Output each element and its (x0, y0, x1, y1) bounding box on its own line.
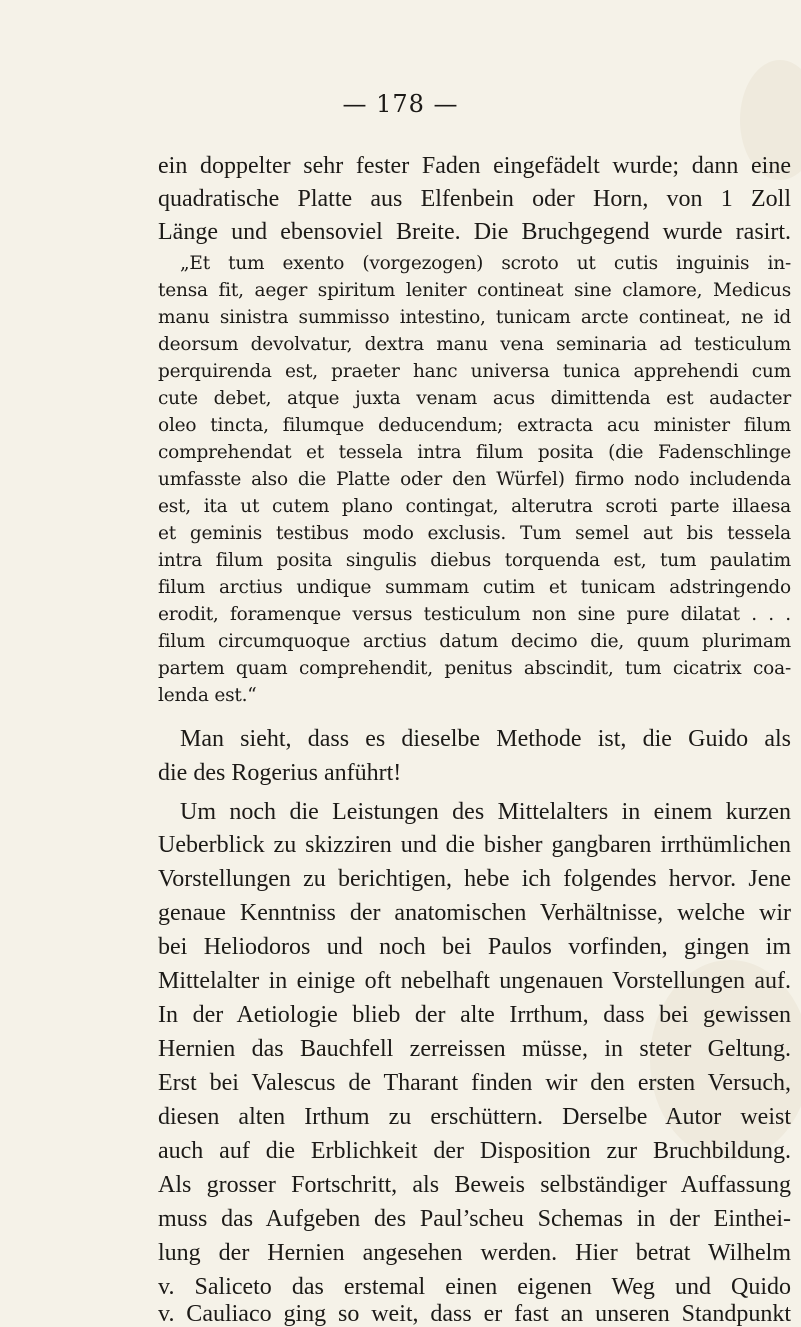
text-line: Hernien das Bauchfell zerreissen müsse, in steter Geltung. (158, 1036, 791, 1062)
quote-line: filum arctius undique summam cutim et tunicam adstringendo (158, 577, 791, 598)
text-line: quadratische Platte aus Elfenbein oder Horn, von 1 Zoll (158, 186, 791, 212)
text-line: Ueberblick zu skizziren und die bisher gangbaren irrthümlichen (158, 832, 791, 858)
text-line: In der Aetiologie blieb der alte Irrthum, dass bei gewissen (158, 1002, 791, 1028)
text-line: Erst bei Valescus de Tharant finden wir den ersten Versuch, (158, 1070, 791, 1096)
text-line: v. Cauliaco ging so weit, dass er fast an unseren Standpunkt (158, 1301, 791, 1327)
text-line: Als grosser Fortschritt, als Beweis selbständiger Auffassung (158, 1172, 791, 1198)
text-line: genaue Kenntniss der anatomischen Verhältnisse, welche wir (158, 900, 791, 926)
text-line: lung der Hernien angesehen werden. Hier betrat Wilhelm (158, 1240, 791, 1266)
text-line: ein doppelter sehr fester Faden eingefädelt wurde; dann eine (158, 153, 791, 179)
text-line: bei Heliodoros und noch bei Paulos vorfinden, gingen im (158, 934, 791, 960)
quote-line: tensa fit, aeger spiritum leniter contineat sine clamore, Medicus (158, 280, 791, 301)
quote-line: manu sinistra summisso intestino, tunicam arcte contineat, ne id (158, 307, 791, 328)
quote-line: comprehendat et tessela intra filum posita (die Fadenschlinge (158, 442, 791, 463)
quote-line: erodit, foramenque versus testiculum non sine pure dilatat . . . (158, 604, 791, 625)
quote-line: est, ita ut cutem plano contingat, alterutra scroti parte illaesa (158, 496, 791, 517)
page-number: — 178 — (342, 90, 459, 118)
text-line: muss das Aufgeben des Paul’scheu Schemas in der Einthei- (158, 1206, 791, 1232)
text-line: v. Saliceto das erstemal einen eigenen Weg und Quido (158, 1274, 791, 1300)
quote-line: „Et tum exento (vorgezogen) scroto ut cutis inguinis in- (180, 253, 791, 274)
text-line: Um noch die Leistungen des Mittelalters in einem kurzen (180, 799, 791, 825)
quote-line: filum circumquoque arctius datum decimo die, quum plurimam (158, 631, 791, 652)
quote-line: lenda est.“ (158, 685, 257, 706)
text-line: Man sieht, dass es dieselbe Methode ist, die Guido als (180, 726, 791, 752)
quote-line: partem quam comprehendit, penitus abscindit, tum cicatrix coa- (158, 658, 791, 679)
quote-line: deorsum devolvatur, dextra manu vena seminaria ad testiculum (158, 334, 791, 355)
quote-line: cute debet, atque juxta venam acus dimittenda est audacter (158, 388, 791, 409)
text-line: Vorstellungen zu berichtigen, hebe ich folgendes hervor. Jene (158, 866, 791, 892)
text-line: auch auf die Erblichkeit der Disposition zur Bruchbildung. (158, 1138, 791, 1164)
text-line: die des Rogerius anführt! (158, 760, 402, 786)
quote-line: et geminis testibus modo exclusis. Tum semel aut bis tessela (158, 523, 791, 544)
quote-line: perquirenda est, praeter hanc universa tunica apprehendi cum (158, 361, 791, 382)
quote-line: intra filum posita singulis diebus torquenda est, tum paulatim (158, 550, 791, 571)
text-line: Mittelalter in einige oft nebelhaft ungenauen Vorstellungen auf. (158, 968, 791, 994)
quote-line: oleo tincta, filumque deducendum; extracta acu minister filum (158, 415, 791, 436)
text-line: diesen alten Irthum zu erschüttern. Derselbe Autor weist (158, 1104, 791, 1130)
quote-line: umfasste also die Platte oder den Würfel) firmo nodo includenda (158, 469, 791, 490)
text-line: Länge und ebensoviel Breite. Die Bruchgegend wurde rasirt. (158, 219, 791, 245)
